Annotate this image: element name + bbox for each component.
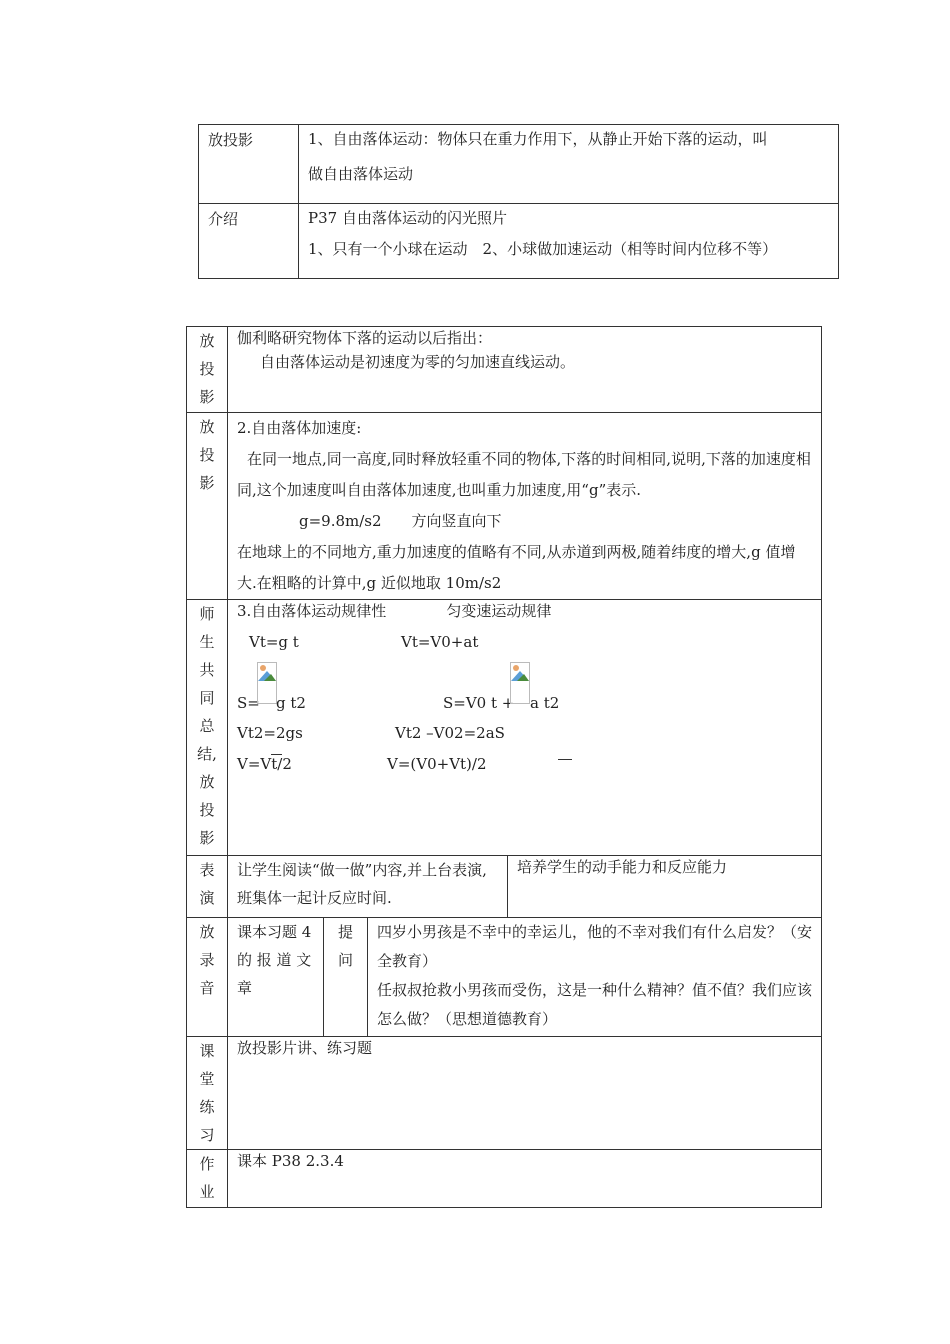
row-label	[187, 1037, 228, 1150]
label-char: 课	[199, 1042, 215, 1060]
label-char: 业	[199, 1183, 215, 1201]
formula: S=V0 t +	[443, 694, 515, 712]
table-row	[187, 856, 822, 918]
row-content: 放投影片讲、练习题	[228, 1037, 822, 1150]
lesson-table	[186, 326, 822, 1208]
formula: Vt=g t	[249, 633, 299, 651]
fraction-image-icon	[257, 662, 277, 704]
label-char: 作	[199, 1155, 215, 1173]
table-row	[187, 1037, 822, 1150]
row-content: 课本习题 4 的 报 道 文 章	[228, 918, 324, 1037]
table-row	[187, 600, 822, 856]
text-line: 在地球上的不同地方,重力加速度的值略有不同,从赤道到两极,随着纬度的增大,g 值增大.在粗略的计算中,g 近似地取 10m/s2	[237, 543, 796, 592]
formula: Vt2 –V02=2aS	[395, 724, 505, 742]
label-char: 演	[199, 889, 215, 907]
label-char: 放	[199, 923, 215, 941]
label-char: 音	[199, 979, 215, 997]
row-content	[228, 600, 822, 856]
row-content	[368, 918, 822, 1037]
fraction-image-icon	[510, 662, 530, 704]
label-char: 提	[337, 923, 353, 941]
label-char: 练	[199, 1098, 215, 1116]
row-content: 让学生阅读“做一做”内容,并上台表演,班集体一起计反应时间.	[228, 856, 508, 918]
formula-part: 2	[282, 755, 292, 773]
label-char: 投	[199, 446, 215, 464]
formula: Vt2=2gs	[237, 724, 303, 742]
text-line: 1、自由落体运动：物体只在重力作用下，从静止开始下落的运动，叫	[308, 130, 768, 148]
text-line: P37 自由落体运动的闪光照片	[308, 209, 507, 227]
formula-part: V=V	[237, 755, 272, 773]
row-content	[228, 327, 822, 413]
label-char: 放	[199, 773, 215, 791]
row-content	[299, 204, 839, 279]
label-char: 堂	[199, 1070, 215, 1088]
formula	[237, 749, 387, 780]
row-content	[299, 125, 839, 204]
row-label: 放投影	[199, 125, 299, 204]
formula: a t2	[530, 694, 560, 712]
intro-table	[198, 124, 839, 279]
table-row	[199, 125, 839, 204]
formula: V=(V0+Vt)/2	[387, 755, 487, 773]
label-char: 习	[199, 1126, 215, 1144]
table-row	[187, 413, 822, 600]
label-char: 师	[199, 605, 215, 623]
label-char: 影	[199, 829, 215, 847]
row-label: 介绍	[199, 204, 299, 279]
row-label	[324, 918, 368, 1037]
label-char: 录	[199, 951, 215, 969]
formula: S=	[237, 694, 260, 712]
formula-part: t/	[271, 755, 283, 773]
label-char: 影	[199, 388, 215, 406]
label-char: 投	[199, 360, 215, 378]
text-line	[237, 662, 812, 718]
text-line	[237, 600, 812, 622]
row-label	[187, 918, 228, 1037]
label-char: 投	[199, 801, 215, 819]
formula: g=9.8m/s2	[299, 512, 382, 530]
label-char: 放	[199, 332, 215, 350]
row-label	[187, 327, 228, 413]
section-title: 匀变速运动规律	[446, 602, 552, 620]
text-line: 任叔叔抢救小男孩而受伤，这是一种什么精神？值不值？我们应该怎么做？（思想道德教育）	[377, 981, 813, 1028]
row-label	[187, 600, 228, 856]
row-content: 培养学生的动手能力和反应能力	[508, 856, 822, 918]
text-line: 伽利略研究物体下落的运动以后指出：	[237, 329, 493, 347]
text-line: 四岁小男孩是不幸中的幸运儿，他的不幸对我们有什么启发？（安全教育）	[377, 923, 813, 970]
row-content: 课本 P38 2.3.4	[228, 1150, 822, 1208]
text-line: 1、只有一个小球在运动 2、小球做加速运动（相等时间内位移不等）	[308, 240, 778, 258]
text-line	[237, 622, 812, 662]
row-label	[187, 1150, 228, 1208]
row-content	[228, 413, 822, 600]
formula: g t2	[276, 694, 306, 712]
label-char: 表	[199, 861, 215, 879]
label-char: 总	[199, 717, 215, 735]
dash-mark	[558, 759, 572, 760]
table-row	[187, 918, 822, 1037]
label-char: 生	[199, 633, 215, 651]
label-char: 问	[337, 951, 353, 969]
label-char: 结,	[197, 745, 217, 763]
table-row	[199, 204, 839, 279]
direction-text: 方向竖直向下	[411, 512, 502, 530]
formula: Vt=V0+at	[401, 633, 479, 651]
section-title: 3.自由落体运动规律性	[237, 602, 387, 620]
text-line: 2.自由落体加速度:	[237, 419, 362, 437]
text-line	[237, 506, 812, 537]
table-row	[187, 327, 822, 413]
label-char: 影	[199, 474, 215, 492]
text-line: 在同一地点,同一高度,同时释放轻重不同的物体,下落的时间相同,说明,下落的加速度相同,这个加速度叫自由落体加速度,也叫重力加速度,用“g”表示.	[237, 450, 811, 499]
label-char: 放	[199, 418, 215, 436]
row-label	[187, 856, 228, 918]
text-line: 做自由落体运动	[308, 165, 414, 183]
text-line: 自由落体运动是初速度为零的匀加速直线运动。	[245, 353, 576, 371]
label-char: 同	[199, 689, 215, 707]
label-char: 共	[199, 661, 215, 679]
table-row	[187, 1150, 822, 1208]
text-line	[237, 718, 812, 749]
text-line	[237, 749, 812, 780]
row-label	[187, 413, 228, 600]
